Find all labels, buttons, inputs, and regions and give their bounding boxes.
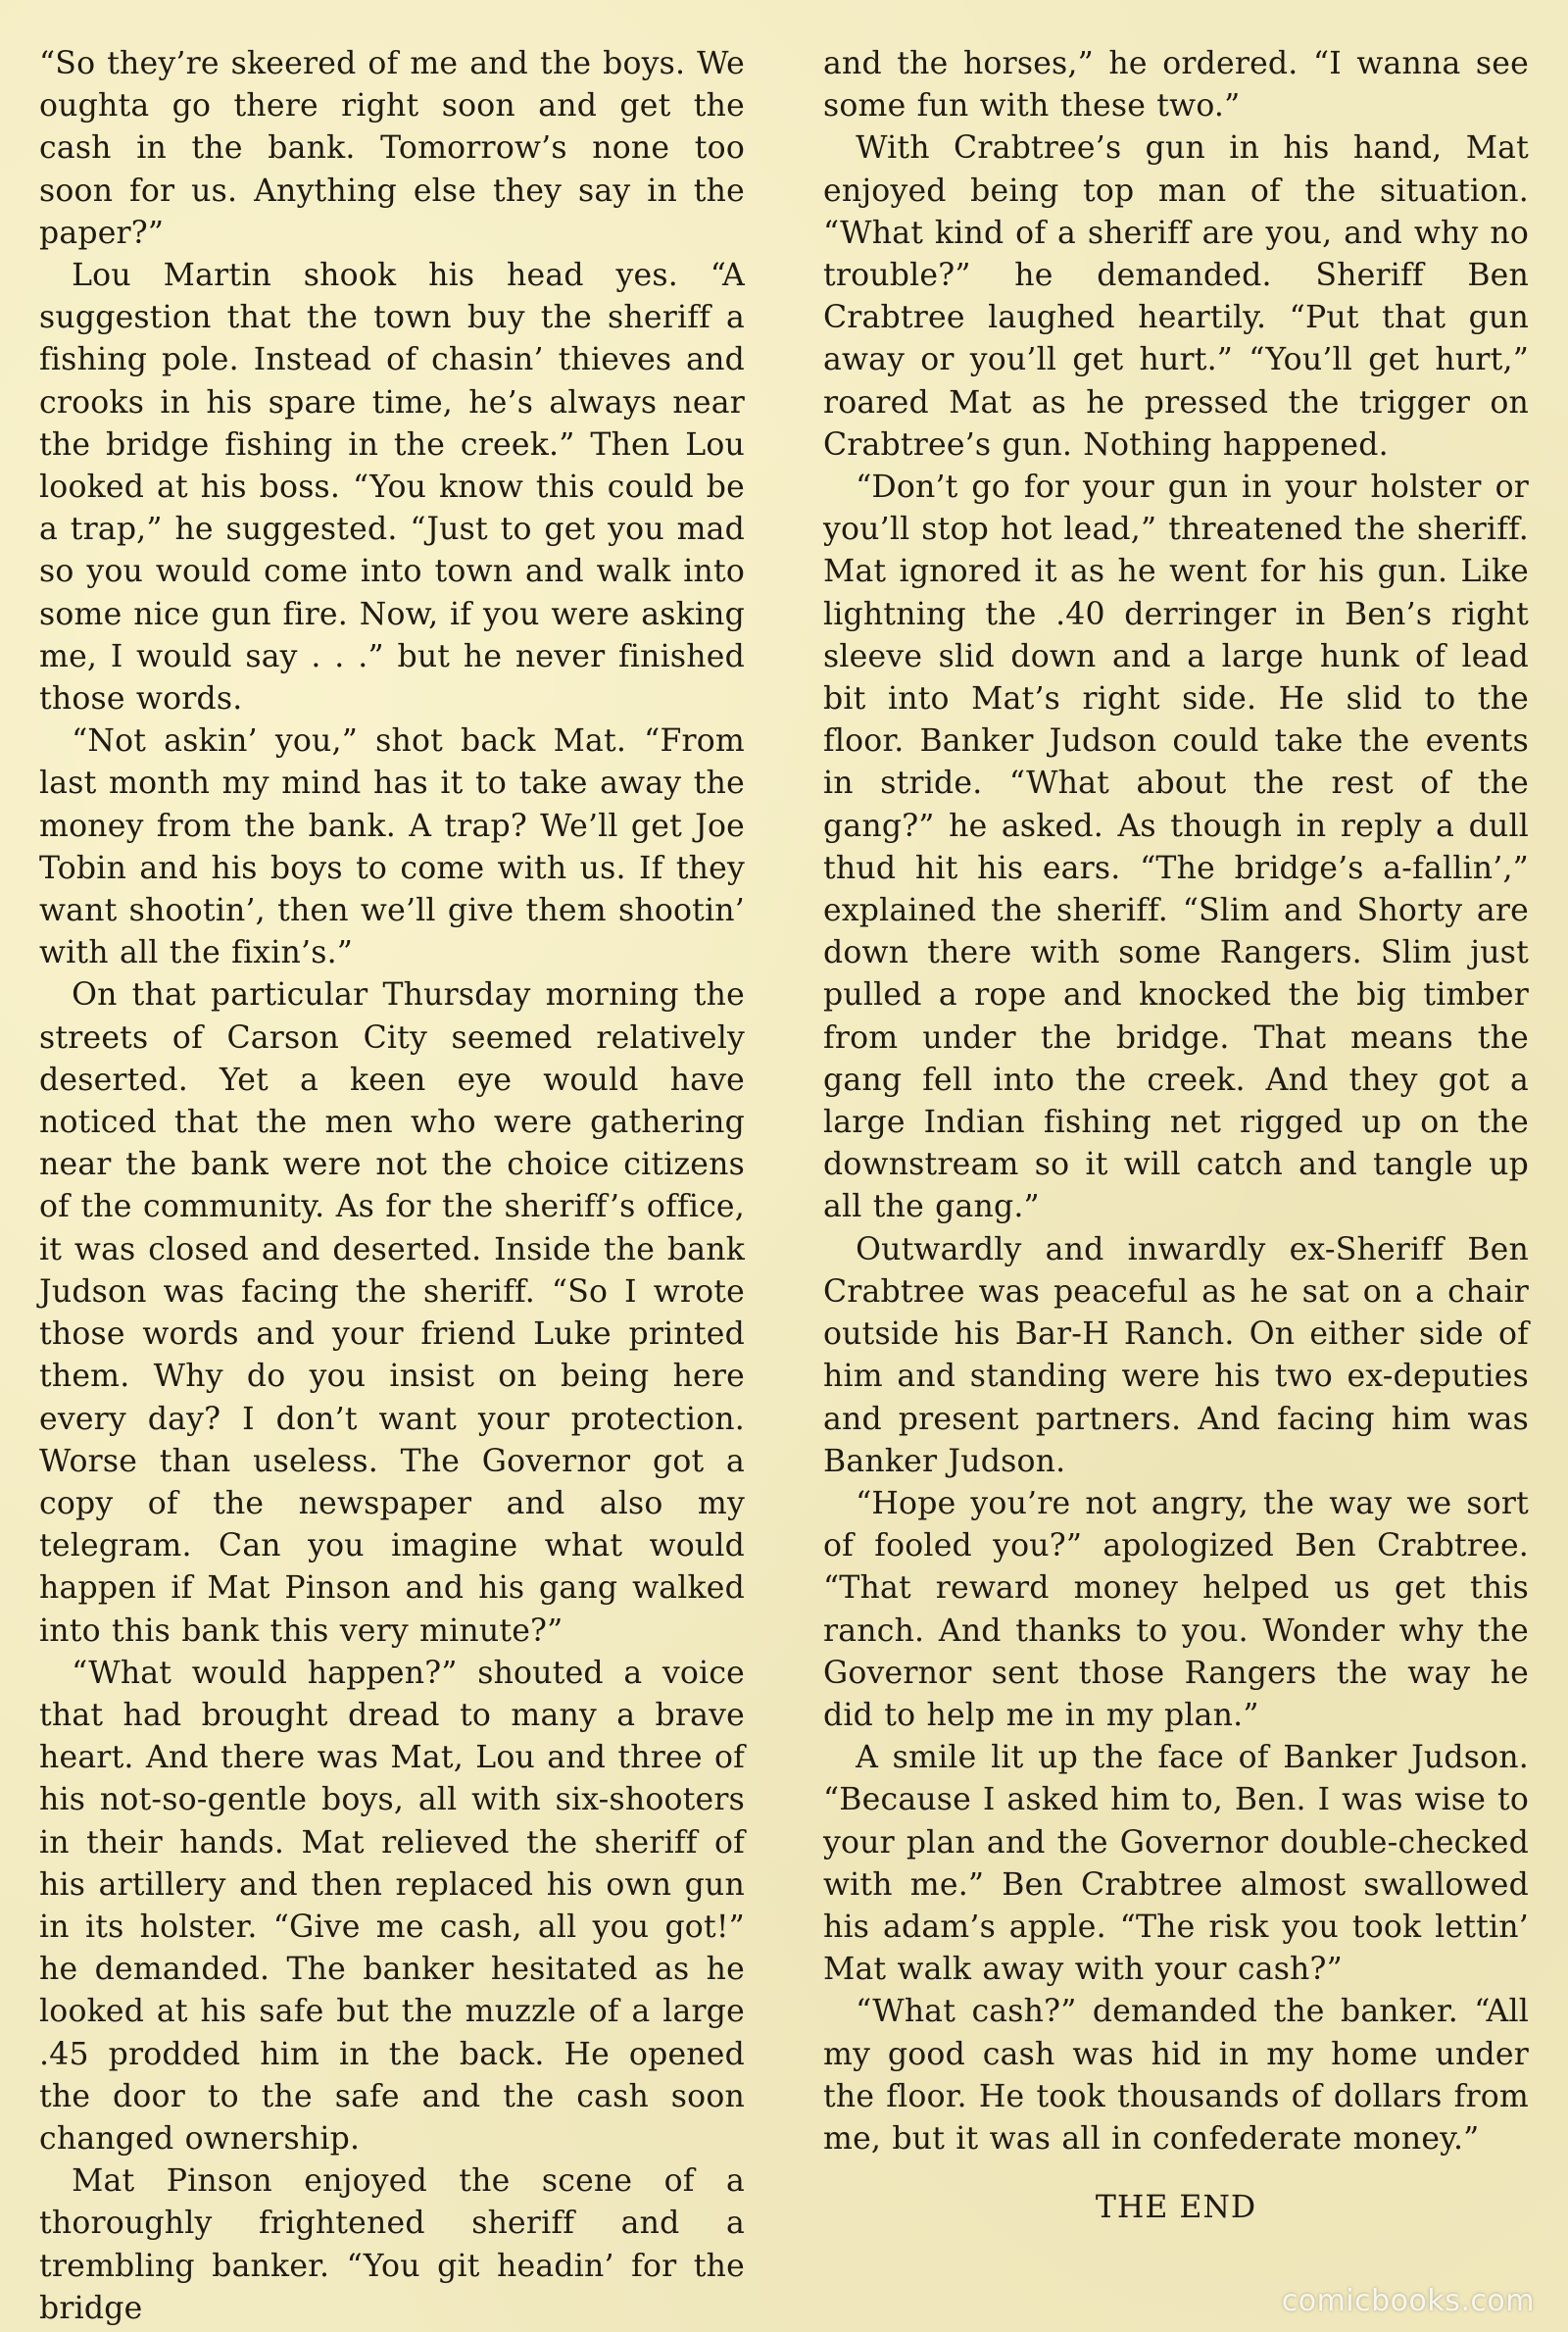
paragraph: A smile lit up the face of Banker Judson. “Because I asked him to, Ben. I was wise to your plan and the Governor double-checked with me.” Ben Crabtree almost swallowed his adam’s apple. “The risk you took lettin’ Mat walk away with your cash?” — [823, 1740, 1529, 1988]
paragraph: Outwardly and inwardly ex-Sheriff Ben Crabtree was peaceful as he sat on a chair outside his Bar-H Ranch. On either side of him and standing were his two ex-deputies and present partners. And facing him was Banker Judson. — [823, 1231, 1529, 1479]
left-column — [39, 43, 745, 2330]
text-columns — [39, 43, 1529, 2330]
paragraph: “Hope you’re not angry, the way we sort of fooled you?” apologized Ben Crabtree. “That reward money helped us get this ranch. And thanks to you. Wonder why the Governor sent those Rangers the way he did to help me in my plan.” — [823, 1485, 1529, 1733]
right-column — [823, 43, 1529, 2330]
paragraph: “So they’re skeered of me and the boys. We oughta go there right soon and get the cash in the bank. Tomorrow’s none too soon for us. Anything else they say in the paper?” — [39, 46, 745, 251]
paragraph: “What would happen?” shouted a voice that had brought dread to many a brave heart. And there was Mat, Lou and three of his not-so-gentle boys, all with six-shooters in their hands. Mat relieved the sheriff of his artillery and then replaced his own gun in its holster. “Give me cash, all you got!” he demanded. The banker hesitated as he looked at his safe but the muzzle of a large .45 prodded him in the back. He opened the door to the safe and the cash soon changed ownership. — [39, 1655, 745, 2157]
paragraph: Mat Pinson enjoyed the scene of a thoroughly frightened sheriff and a trembling banker. “You git headin’ for the bridge — [39, 2163, 745, 2326]
paragraph: “Don’t go for your gun in your holster or you’ll stop hot lead,” threatened the sheriff. Mat ignored it as he went for his gun. Like lightning the .40 derringer in Ben’s right sleeve slid down and a large hunk of lead bit into Mat’s right side. He slid to the floor. Banker Judson could take the events in stride. “What about the rest of the gang?” he asked. As though in reply a dull thud hit his ears. “The bridge’s a-fallin’,” explained the sheriff. “Slim and Shorty are down there with some Rangers. Slim just pulled a rope and knocked the big timber from under the bridge. That means the gang fell into the creek. And they got a large Indian fishing net rigged up on the downstream so it will catch and tangle up all the gang.” — [823, 470, 1529, 1225]
paragraph: “Not askin’ you,” shot back Mat. “From last month my mind has it to take away the money from the bank. A trap? We’ll get Joe Tobin and his boys to come with us. If they want shootin’, then we’ll give them shootin’ with all the fixin’s.” — [39, 723, 745, 971]
paragraph: With Crabtree’s gun in his hand, Mat enjoyed being top man of the situation. “What kind of a sheriff are you, and why no trouble?” he demanded. Sheriff Ben Crabtree laughed heartily. “Put that gun away or you’ll get hurt.” “You’ll get hurt,” roared Mat as he pressed the trigger on Crabtree’s gun. Nothing happened. — [823, 130, 1529, 463]
the-end-label: THE END — [1095, 2190, 1257, 2226]
paragraph: On that particular Thursday morning the streets of Carson City seemed relatively deserted. Yet a keen eye would have noticed that the men who were gathering near the bank were not the choice citizens of the community. As for the sheriff’s office, it was closed and deserted. Inside the bank Judson was facing the sheriff. “So I wrote those words and your friend Luke printed them. Why do you insist on being here every day? I don’t want your protection. Worse than useless. The Governor got a copy of the newspaper and also my telegram. Can you imagine what would happen if Mat Pinson and his gang walked into this bank this very minute?” — [39, 977, 745, 1649]
paragraph: “What cash?” demanded the banker. “All my good cash was hid in my home under the floor. He took thousands of dollars from me, but it was all in confederate money.” — [823, 1994, 1529, 2157]
site-watermark: comicbooks.com — [1281, 2284, 1535, 2318]
paragraph: and the horses,” he ordered. “I wanna see some fun with these two.” — [823, 46, 1529, 124]
paragraph: Lou Martin shook his head yes. “A suggestion that the town buy the sheriff a fishing pole. Instead of chasin’ thieves and crooks in his spare time, he’s always near the bridge fishing in the creek.” Then Lou looked at his boss. “You know this could be a trap,” he suggested. “Just to get you mad so you would come into town and walk into some nice gun fire. Now, if you were asking me, I would say . . .” but he never finished those words. — [39, 258, 745, 718]
